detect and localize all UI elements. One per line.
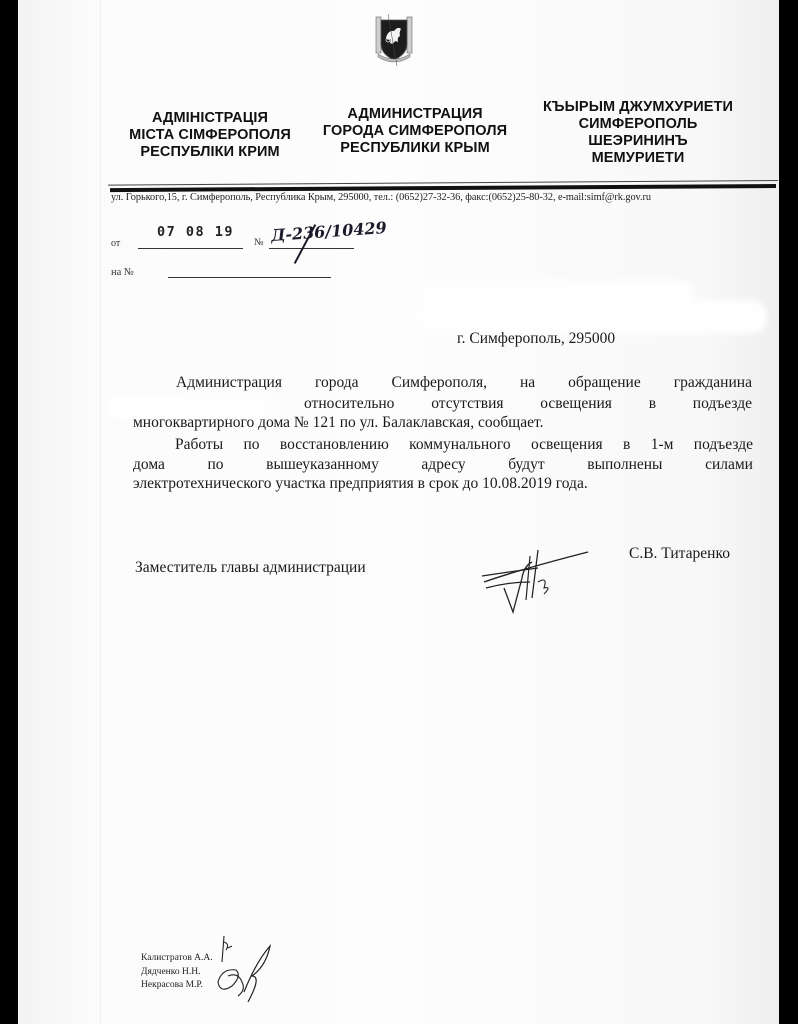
- reference-label: на №: [111, 267, 134, 278]
- reference-underline: [168, 277, 331, 278]
- letterhead-line: МІСТА СІМФЕРОПОЛЯ: [129, 127, 291, 143]
- executors-list: [141, 952, 213, 993]
- letterhead-divider-thick: [110, 184, 776, 192]
- body-paragraph-2-line-1: [175, 435, 753, 455]
- word: дома: [133, 456, 165, 473]
- word: по: [243, 436, 260, 453]
- word: города: [314, 374, 359, 391]
- body-paragraph-2-line-3: электротехнического участка предприятия в срок до 10.08.2019 года.: [133, 475, 588, 492]
- executor-name: Калистратов А.А.: [141, 953, 213, 963]
- word: подъезде: [692, 395, 752, 412]
- word: Работы: [175, 436, 224, 453]
- word: относительно: [304, 395, 395, 412]
- letterhead-line: СИМФЕРОПОЛЬ: [578, 116, 698, 132]
- coat-of-arms-icon: [375, 14, 413, 66]
- signatory-name: С.В. Титаренко: [629, 545, 730, 562]
- number-underline: [269, 248, 354, 249]
- word: в: [623, 436, 631, 453]
- body-paragraph-1-line-3: многоквартирного дома № 121 по ул. Балаклавская, сообщает.: [133, 414, 544, 431]
- word: по: [207, 456, 224, 473]
- body-paragraph-1-line-2: [304, 394, 752, 414]
- body-paragraph-2-line-2: [133, 455, 753, 475]
- number-label: №: [254, 237, 264, 248]
- recipient-city: г. Симферополь, 295000: [457, 330, 616, 347]
- signatory-title: Заместитель главы администрации: [135, 559, 366, 576]
- word: 1-м: [650, 436, 674, 453]
- organization-address: ул. Горького,15, г. Симферополь, Республика Крым, 295000, тел.: (0652)27-32-36, факс:(0652)25-80-32, e-mail:simf@rk.gov.ru: [111, 192, 651, 203]
- letterhead-line: РЕСПУБЛИКИ КРЫМ: [340, 140, 490, 156]
- date-underline: [138, 248, 243, 249]
- redacted-recipient-line-1: [425, 284, 690, 306]
- letterhead-ukrainian: [120, 110, 300, 161]
- word: в: [648, 395, 657, 412]
- word: вышеуказанному: [266, 456, 379, 473]
- letterhead-line: АДМІНІСТРАЦІЯ: [151, 110, 269, 126]
- word: силами: [705, 456, 753, 473]
- word: отсутствия: [431, 395, 504, 412]
- letterhead-crimean-tatar: [528, 99, 748, 167]
- letterhead-russian: [315, 106, 515, 157]
- body-paragraph-1-line-1: [176, 373, 752, 393]
- executor-name: Некрасова М.Р.: [141, 980, 203, 990]
- word: Администрация: [176, 374, 282, 391]
- letterhead-line: РЕСПУБЛІКИ КРИМ: [140, 144, 280, 160]
- letterhead-line: КЪЫРЫМ ДЖУМХУРИЕТИ: [542, 99, 734, 115]
- executor-name: Дядченко Н.Н.: [141, 966, 201, 977]
- document-page: [18, 0, 779, 1024]
- redacted-recipient-line-2: [418, 304, 763, 330]
- signature-icon: [478, 542, 598, 616]
- word: восстановлению: [279, 436, 389, 453]
- word: гражданина: [673, 374, 752, 391]
- registration-date: 07 08 19: [157, 224, 235, 240]
- word: освещения: [530, 436, 603, 453]
- word: на: [519, 374, 536, 391]
- letterhead-line: МЕМУРИЕТИ: [591, 150, 685, 166]
- word: Симферополя,: [391, 374, 487, 391]
- letterhead-line: ГОРОДА СИМФЕРОПОЛЯ: [322, 123, 508, 139]
- word: адресу: [421, 456, 466, 473]
- registration-number: Д-236/10429: [270, 217, 388, 246]
- word: подъезде: [693, 436, 753, 453]
- word: освещения: [540, 395, 612, 412]
- date-label: от: [111, 238, 121, 249]
- executor-signature-icon: [208, 932, 278, 1004]
- letterhead-line: ШЕЭРИНИНЪ: [588, 133, 688, 149]
- letterhead-line: АДМИНИСТРАЦИЯ: [347, 106, 483, 122]
- word: коммунального: [409, 436, 511, 453]
- word: выполнены: [587, 456, 663, 473]
- word: будут: [508, 456, 545, 473]
- word: обращение: [568, 374, 641, 391]
